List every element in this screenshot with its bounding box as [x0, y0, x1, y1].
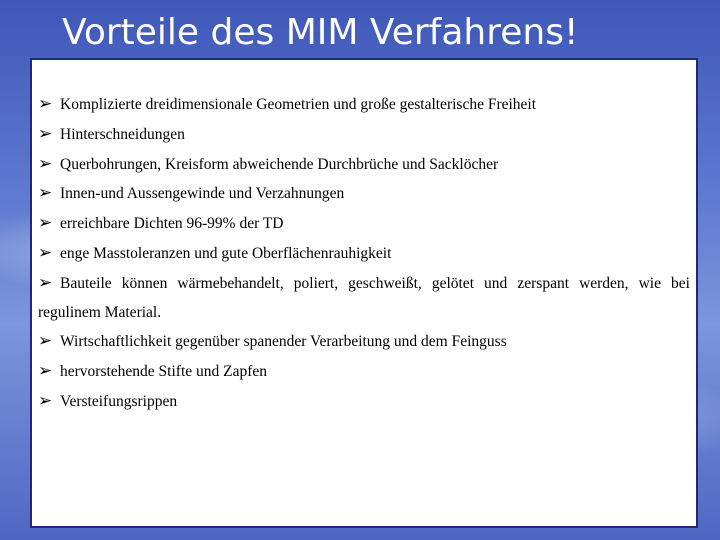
bullet-list	[38, 90, 690, 417]
arrow-bullet-icon: ➢	[38, 94, 53, 114]
arrow-bullet-icon: ➢	[38, 390, 53, 411]
list-item	[38, 209, 690, 239]
arrow-bullet-icon: ➢	[38, 242, 53, 263]
slide-title: Vorteile des MIM Verfahrens!	[62, 12, 579, 53]
list-item	[38, 239, 690, 269]
list-item	[38, 269, 690, 328]
list-item	[38, 357, 690, 387]
arrow-bullet-icon: ➢	[38, 153, 53, 174]
bullet-text: Bauteile können wärmebehandelt, poliert, geschweißt, gelötet und zerspant werden, wie bei regulinem Material.	[38, 274, 690, 321]
arrow-bullet-icon: ➢	[38, 213, 53, 234]
arrow-bullet-icon: ➢	[38, 123, 53, 144]
list-item	[38, 387, 690, 417]
list-item	[38, 327, 690, 357]
bullet-text: erreichbare Dichten 96-99% der TD	[60, 215, 284, 233]
bullet-text: Komplizierte dreidimensionale Geometrien und große gestalterische Freiheit	[60, 96, 537, 113]
bullet-text: hervorstehende Stifte und Zapfen	[60, 363, 268, 381]
bullet-text: Innen-und Aussengewinde und Verzahnungen	[60, 185, 345, 203]
bullet-text: Hinterschneidungen	[60, 125, 185, 143]
bullet-text: enge Masstoleranzen und gute Oberflächenrauhigkeit	[60, 244, 392, 262]
arrow-bullet-icon: ➢	[38, 183, 53, 204]
bullet-text: Querbohrungen, Kreisform abweichende Durchbrüche und Sacklöcher	[60, 155, 499, 173]
arrow-bullet-icon: ➢	[38, 272, 53, 293]
bullet-text: Wirtschaftlichkeit gegenüber spanender Verarbeitung und dem Feinguss	[60, 333, 507, 351]
bullet-text: Versteifungsrippen	[60, 392, 178, 410]
arrow-bullet-icon: ➢	[38, 331, 53, 352]
content-box	[30, 58, 698, 528]
list-item	[38, 120, 690, 150]
list-item	[38, 179, 690, 209]
list-item	[38, 90, 690, 120]
arrow-bullet-icon: ➢	[38, 361, 53, 382]
list-item	[38, 150, 690, 180]
